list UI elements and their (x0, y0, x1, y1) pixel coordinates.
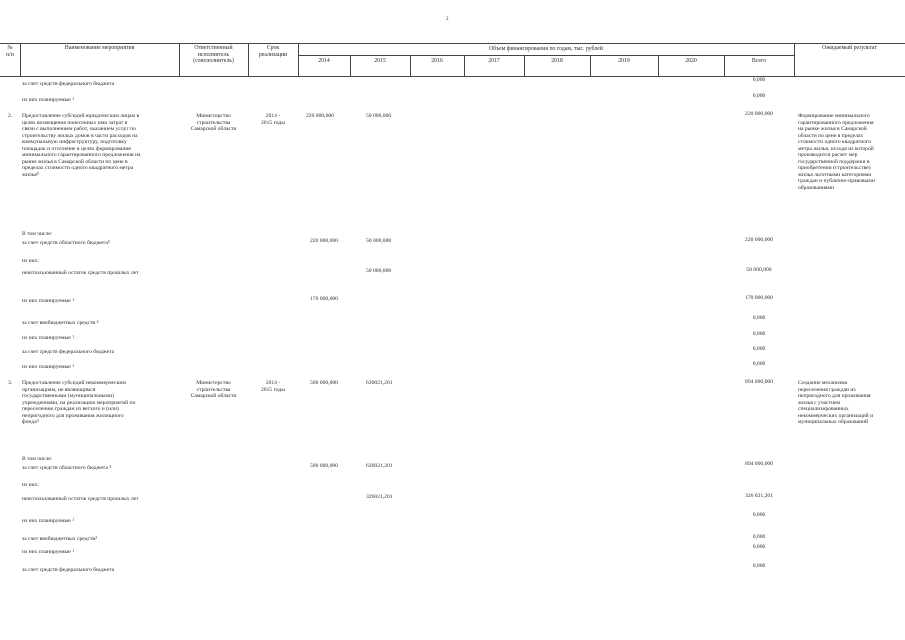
item-result: Создание механизма переселения граждан из непригодного для проживания жилья с участием специализированных некоммерческих организаций и муниципальных образований (798, 380, 874, 425)
total-value: 0,000 (752, 544, 766, 550)
total-value: 220 000,000 (745, 237, 773, 243)
col-name-header: Наименование мероприятия (64, 45, 135, 51)
row-unused: неиспользованный остаток средств прошлых лет (22, 496, 139, 502)
col-result-header: Ожидаемый результат (822, 45, 877, 51)
year-2015-header: 2015 (374, 58, 386, 64)
col-funding-header: Объем финансирования по годам, тыс. рублей (489, 46, 603, 52)
row-planned-top: из них планируемые $^1$ (22, 96, 75, 103)
row-planned: из них планируемые $^1$ (22, 363, 75, 370)
year-2016-header: 2016 (431, 58, 443, 64)
total-value: 0,000 (752, 93, 766, 99)
value-2015: 50 000,000 (366, 268, 392, 274)
item-name: Предоставление субсидий юридическим лицам в целях возмещения понесенных ими затрат в связи с выполнением работ, оказанием услуг по строительству жилых домов в части расходов на коммунальную инфраструктуру, подготовку площадок и отселение в целях формирования минимального гарантированного предложения на рынке жилья в Самарской области по цене в пределах стоимости одного квадратного метра жилья$^5$ (22, 113, 141, 178)
value-2015: 50 000,000 (366, 113, 392, 119)
value-2015: 326021,201 (366, 494, 393, 500)
total-value: 0,000 (752, 331, 766, 337)
col-term-header: Срок реализации (258, 45, 288, 58)
total-value: 0,000 (752, 512, 766, 518)
value-2015: 50 000,000 (366, 238, 392, 244)
item-executor: Министерство строительства Самарской области (190, 113, 237, 132)
total-value: 326 021,201 (745, 493, 773, 499)
row-regional: за счет средств областного бюджета$^5$ (22, 239, 110, 246)
row-federal: за счет средств федерального бюджета (22, 567, 115, 573)
total-value: 894 000,000 (745, 461, 773, 467)
of-them-label: из них: (22, 258, 39, 264)
value-2014: 500 000,000 (310, 463, 338, 469)
value-2014: 500 000,000 (310, 380, 338, 386)
year-2017-header: 2017 (488, 58, 500, 64)
value-2014: 220 000,000 (310, 238, 338, 244)
incl-label: В том числе: (22, 456, 53, 462)
item-executor: Министерство строительства Самарской области (190, 380, 237, 399)
value-2015: 630021,201 (366, 463, 393, 469)
page-mark: 2 (446, 17, 449, 22)
row-regional: за счет средств областного бюджета $^3$ (22, 464, 112, 471)
years-divider (298, 55, 794, 56)
of-them-label: из них: (22, 482, 39, 488)
item-number: 2. (8, 113, 13, 119)
row-unused: неиспользованный остаток средств прошлых лет (22, 270, 139, 276)
item-term: 2014 - 2015 годы (261, 113, 285, 126)
row-federal-top: за счет средств федерального бюджета (22, 81, 115, 87)
header-top-border (0, 43, 905, 44)
total-value: 0,000 (752, 563, 766, 569)
row-federal: за счет средств федерального бюджета (22, 349, 115, 355)
total-value: 0,000 (752, 315, 766, 321)
row-extrabudget: за счет внебюджетных средств$^2$ (22, 535, 98, 542)
col-exec-header: Ответственный исполнитель (соисполнитель) (193, 45, 234, 64)
total-value: 894 000,000 (745, 379, 773, 385)
total-value: 0,000 (752, 346, 766, 352)
total-value: 0,000 (752, 534, 766, 540)
total-value: 0,000 (752, 361, 766, 367)
item-number: 3. (8, 380, 13, 386)
row-planned: из них планируемые $^1$ (22, 517, 75, 524)
row-extrabudget: за счет внебюджетных средств $^2$ (22, 319, 99, 326)
year-2018-header: 2018 (551, 58, 563, 64)
value-2014: 170 000,000 (310, 296, 338, 302)
total-value: 0,000 (752, 77, 766, 83)
value-2015: 630021,201 (366, 380, 393, 386)
item-result: Формирование минимального гарантированного предложения на рынке жилья в Самарской области по цене в пределах стоимости одного квадратного метра жилья, исходя из которой производится расчет мер государственной поддержки в приобретении (строительстве) жилья льготными категориями граждан и публично-правовыми образованиями (798, 113, 875, 191)
item-name: Предоставление субсидий некоммерческим организациям, не являющимся государственными (муниципальными) учреждениями, на реализацию мероприятий по переселению граждан из ветхого и (или) непригодного для проживания жилищного фонда$^3$ (22, 380, 136, 425)
value-2014: 220 000,000 (306, 113, 334, 119)
item-term: 2014 - 2015 годы (261, 380, 285, 393)
total-value: 220 000,000 (745, 111, 773, 117)
incl-label: В том числе: (22, 231, 53, 237)
total-value: 170 000,000 (745, 295, 773, 301)
row-planned: из них планируемые $^1$ (22, 297, 75, 304)
row-planned: из них планируемые $^1$ (22, 334, 75, 341)
row-planned: из них планируемые $^1$ (22, 548, 75, 555)
total-value: 50 000,000 (746, 267, 772, 273)
total-header: Всего (751, 58, 767, 64)
col-num-header: № п/п (6, 45, 14, 58)
year-2019-header: 2019 (618, 58, 630, 64)
year-2020-header: 2020 (685, 58, 697, 64)
year-2014-header: 2014 (318, 58, 330, 64)
